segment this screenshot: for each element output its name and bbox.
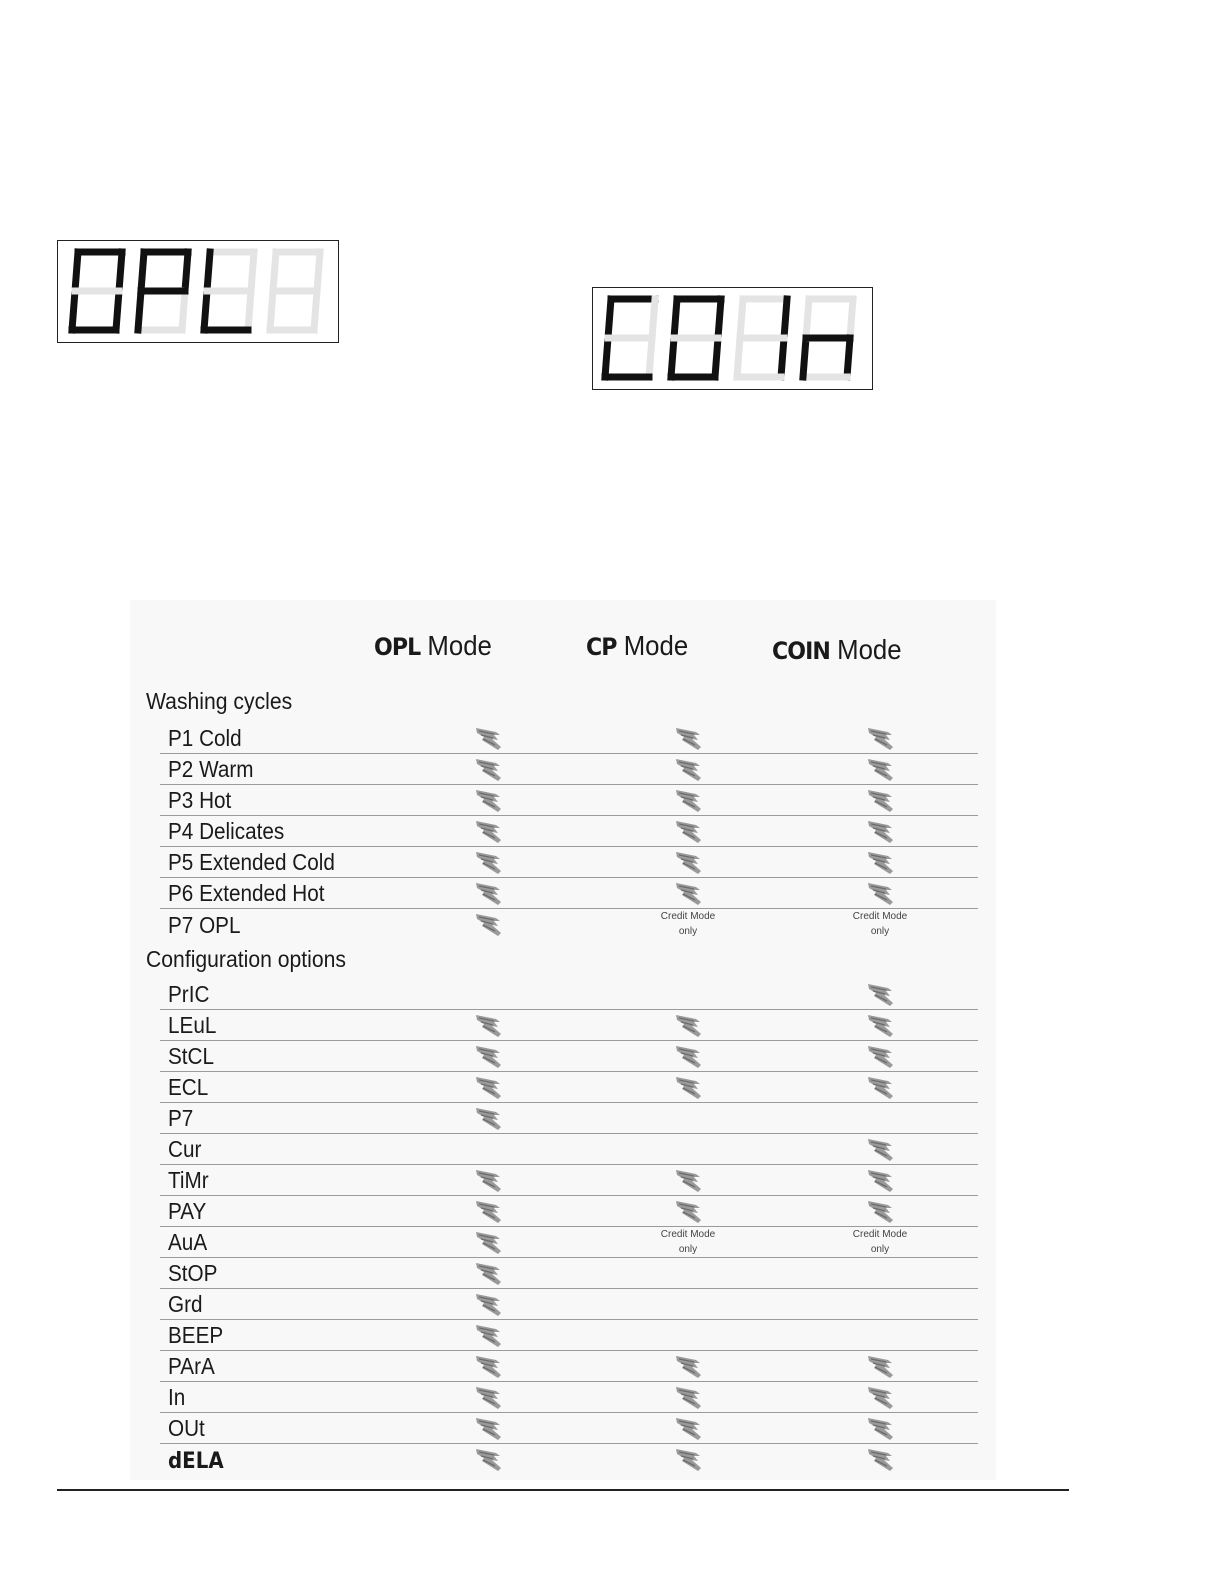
check-mark-icon [674,756,704,782]
segment-f [740,299,743,338]
row-label: P4 Delicates [168,818,285,844]
row-label: P5 Extended Cold [168,849,335,875]
segment-e [605,338,608,377]
check-mark-icon [474,911,504,937]
section-title: Configuration options [146,946,346,972]
cell-coin [850,909,910,940]
cell-coin [850,1041,910,1072]
cell-opl [458,1165,518,1196]
cell-opl [458,1320,518,1351]
check-mark-icon [866,725,896,751]
cell-opl [458,754,518,785]
header-coin-word: Mode [837,634,902,665]
cell-opl [458,723,518,754]
credit-mode-note [648,909,728,939]
cell-cp [658,816,718,847]
check-mark-icon [866,1198,896,1224]
check-mark-icon [674,880,704,906]
segment-e [671,338,674,377]
credit-mode-note [840,909,920,939]
segment-b [119,252,122,291]
segment-b [317,252,320,291]
cell-cp [658,1196,718,1227]
header-cp-word: Mode [623,630,689,661]
table-row [160,1258,978,1289]
cell-cp [658,785,718,816]
table-row [160,785,978,816]
segment-c [715,338,718,377]
table-row [160,1010,978,1041]
cell-cp [658,1010,718,1041]
note-line-1: Credit Mode [660,911,716,922]
check-mark-icon [674,787,704,813]
segment-e [72,291,75,330]
check-mark-icon [474,1384,504,1410]
table-row [160,1165,978,1196]
row-label: P1 Cold [168,725,242,751]
check-mark-icon [866,880,896,906]
segment-b [185,252,188,291]
cell-cp [658,1444,718,1475]
segment-b [251,252,254,291]
check-mark-icon [674,849,704,875]
cell-opl [458,1072,518,1103]
check-mark-icon [674,1043,704,1069]
segment-f [674,299,677,338]
footer-rule [57,1489,1069,1491]
note-line-2: only [678,926,698,937]
check-mark-icon [866,849,896,875]
table-row [160,1134,978,1165]
segment-c [781,338,784,377]
check-mark-icon [674,1446,704,1472]
cell-cp [658,1227,718,1258]
check-mark-icon [474,1167,504,1193]
cell-coin [850,1413,910,1444]
table-row [160,1320,978,1351]
check-mark-icon [474,1105,504,1131]
check-mark-icon [674,818,704,844]
header-coin-mode [772,634,902,666]
row-label: P3 Hot [168,787,232,813]
cell-coin [850,1072,910,1103]
table-row [160,1382,978,1413]
check-mark-icon [474,1198,504,1224]
check-mark-icon [674,1167,704,1193]
check-mark-icon [866,787,896,813]
cell-coin [850,816,910,847]
row-label: StCL [168,1043,215,1069]
row-label: P2 Warm [168,756,254,782]
segment-b [718,299,721,338]
cell-opl [458,1103,518,1134]
check-mark-icon [474,1229,504,1255]
cell-coin [850,979,910,1010]
cell-coin [850,878,910,909]
row-label: OUt [168,1415,205,1441]
cell-coin [850,1010,910,1041]
check-mark-icon [866,1446,896,1472]
row-label: P6 Extended Hot [168,880,325,906]
cell-opl [458,1444,518,1475]
cell-opl [458,847,518,878]
header-cp-mode [586,630,688,662]
cell-opl [458,1289,518,1320]
row-label: PArA [168,1353,215,1379]
check-mark-icon [474,880,504,906]
check-mark-icon [474,1043,504,1069]
check-mark-icon [866,1415,896,1441]
check-mark-icon [866,981,896,1007]
cell-opl [458,1010,518,1041]
row-label: Cur [168,1136,202,1162]
display-coin [592,287,873,390]
header-coin-code: COIN [772,637,830,665]
cell-opl [458,1413,518,1444]
note-line-2: only [870,1244,890,1255]
table-row [160,1289,978,1320]
segment-f [207,252,210,291]
check-mark-icon [866,1136,896,1162]
segment-c [182,291,185,330]
segment-c [248,291,251,330]
check-mark-icon [474,1446,504,1472]
cell-coin [850,1134,910,1165]
header-opl-word: Mode [427,630,492,661]
check-mark-icon [866,1353,896,1379]
cell-cp [658,723,718,754]
check-mark-icon [674,1415,704,1441]
row-label: BEEP [168,1322,224,1348]
check-mark-icon [674,1384,704,1410]
check-mark-icon [474,1291,504,1317]
cell-cp [658,1165,718,1196]
cell-coin [850,1351,910,1382]
table-row [160,754,978,785]
cell-opl [458,1041,518,1072]
cell-coin [850,785,910,816]
mode-options-chart [130,600,996,1480]
check-mark-icon [866,1167,896,1193]
header-cp-code: CP [586,633,617,661]
cell-coin [850,1196,910,1227]
row-label: AuA [168,1229,208,1255]
cell-cp [658,1382,718,1413]
segment-c [847,338,850,377]
cell-opl [458,1227,518,1258]
segment-f [75,252,78,291]
cell-opl [458,909,518,940]
check-mark-icon [674,1012,704,1038]
check-mark-icon [474,756,504,782]
segment-b [652,299,655,338]
check-mark-icon [474,1260,504,1286]
header-opl-code: OPL [374,633,421,661]
check-mark-icon [474,1012,504,1038]
cell-opl [458,1196,518,1227]
table-row [160,1413,978,1444]
table-row [160,909,978,940]
cell-cp [658,1413,718,1444]
check-mark-icon [866,1012,896,1038]
check-mark-icon [474,1074,504,1100]
row-label: Grd [168,1291,203,1317]
segment-b [784,299,787,338]
row-label: PrIC [168,981,210,1007]
table-row [160,847,978,878]
note-line-2: only [870,926,890,937]
table-row [160,878,978,909]
table-row [160,1351,978,1382]
check-mark-icon [474,1415,504,1441]
cell-opl [458,785,518,816]
row-label: PAY [168,1198,207,1224]
check-mark-icon [474,849,504,875]
check-mark-icon [674,1353,704,1379]
cell-cp [658,847,718,878]
display-opl [57,240,339,343]
segment-f [608,299,611,338]
table-row [160,1196,978,1227]
table-row [160,816,978,847]
table-row [160,979,978,1010]
segment-c [314,291,317,330]
check-mark-icon [674,1198,704,1224]
cell-opl [458,1382,518,1413]
check-mark-icon [866,818,896,844]
note-line-1: Credit Mode [852,1229,908,1240]
check-mark-icon [474,818,504,844]
cell-coin [850,1382,910,1413]
table-row [160,723,978,754]
check-mark-icon [866,1043,896,1069]
cell-opl [458,878,518,909]
cell-cp [658,754,718,785]
check-mark-icon [674,725,704,751]
row-label: StOP [168,1260,218,1286]
check-mark-icon [474,725,504,751]
check-mark-icon [474,1353,504,1379]
segment-f [273,252,276,291]
credit-mode-note [648,1227,728,1257]
check-mark-icon [674,1074,704,1100]
check-mark-icon [866,1384,896,1410]
note-line-2: only [678,1244,698,1255]
table-row [160,1227,978,1258]
cell-coin [850,754,910,785]
cell-coin [850,1227,910,1258]
cell-cp [658,1072,718,1103]
cell-opl [458,1351,518,1382]
note-line-1: Credit Mode [660,1229,716,1240]
segment-c [649,338,652,377]
cell-coin [850,847,910,878]
segment-e [803,338,806,377]
table-row [160,1041,978,1072]
segment-e [737,338,740,377]
header-opl-mode [374,630,492,662]
cell-opl [458,816,518,847]
cell-cp [658,1351,718,1382]
cell-opl [458,1258,518,1289]
cell-coin [850,1444,910,1475]
cell-coin [850,1165,910,1196]
segment-c [116,291,119,330]
cell-cp [658,878,718,909]
row-label: P7 OPL [168,912,241,938]
row-label: dELA [168,1449,224,1474]
cell-coin [850,723,910,754]
note-line-1: Credit Mode [852,911,908,922]
row-label: P7 [168,1105,194,1131]
row-label: In [168,1384,186,1410]
check-mark-icon [474,1322,504,1348]
segment-f [806,299,809,338]
table-row [160,1103,978,1134]
segment-e [138,291,141,330]
table-row [160,1072,978,1103]
section-title: Washing cycles [146,688,293,714]
segment-e [270,291,273,330]
segment-b [850,299,853,338]
segment-f [141,252,144,291]
segment-e [204,291,207,330]
row-label: ECL [168,1074,209,1100]
check-mark-icon [866,1074,896,1100]
table-row [160,1444,978,1475]
cell-cp [658,1041,718,1072]
row-label: TiMr [168,1167,209,1193]
row-label: LEuL [168,1012,217,1038]
check-mark-icon [866,756,896,782]
check-mark-icon [474,787,504,813]
credit-mode-note [840,1227,920,1257]
cell-cp [658,909,718,940]
